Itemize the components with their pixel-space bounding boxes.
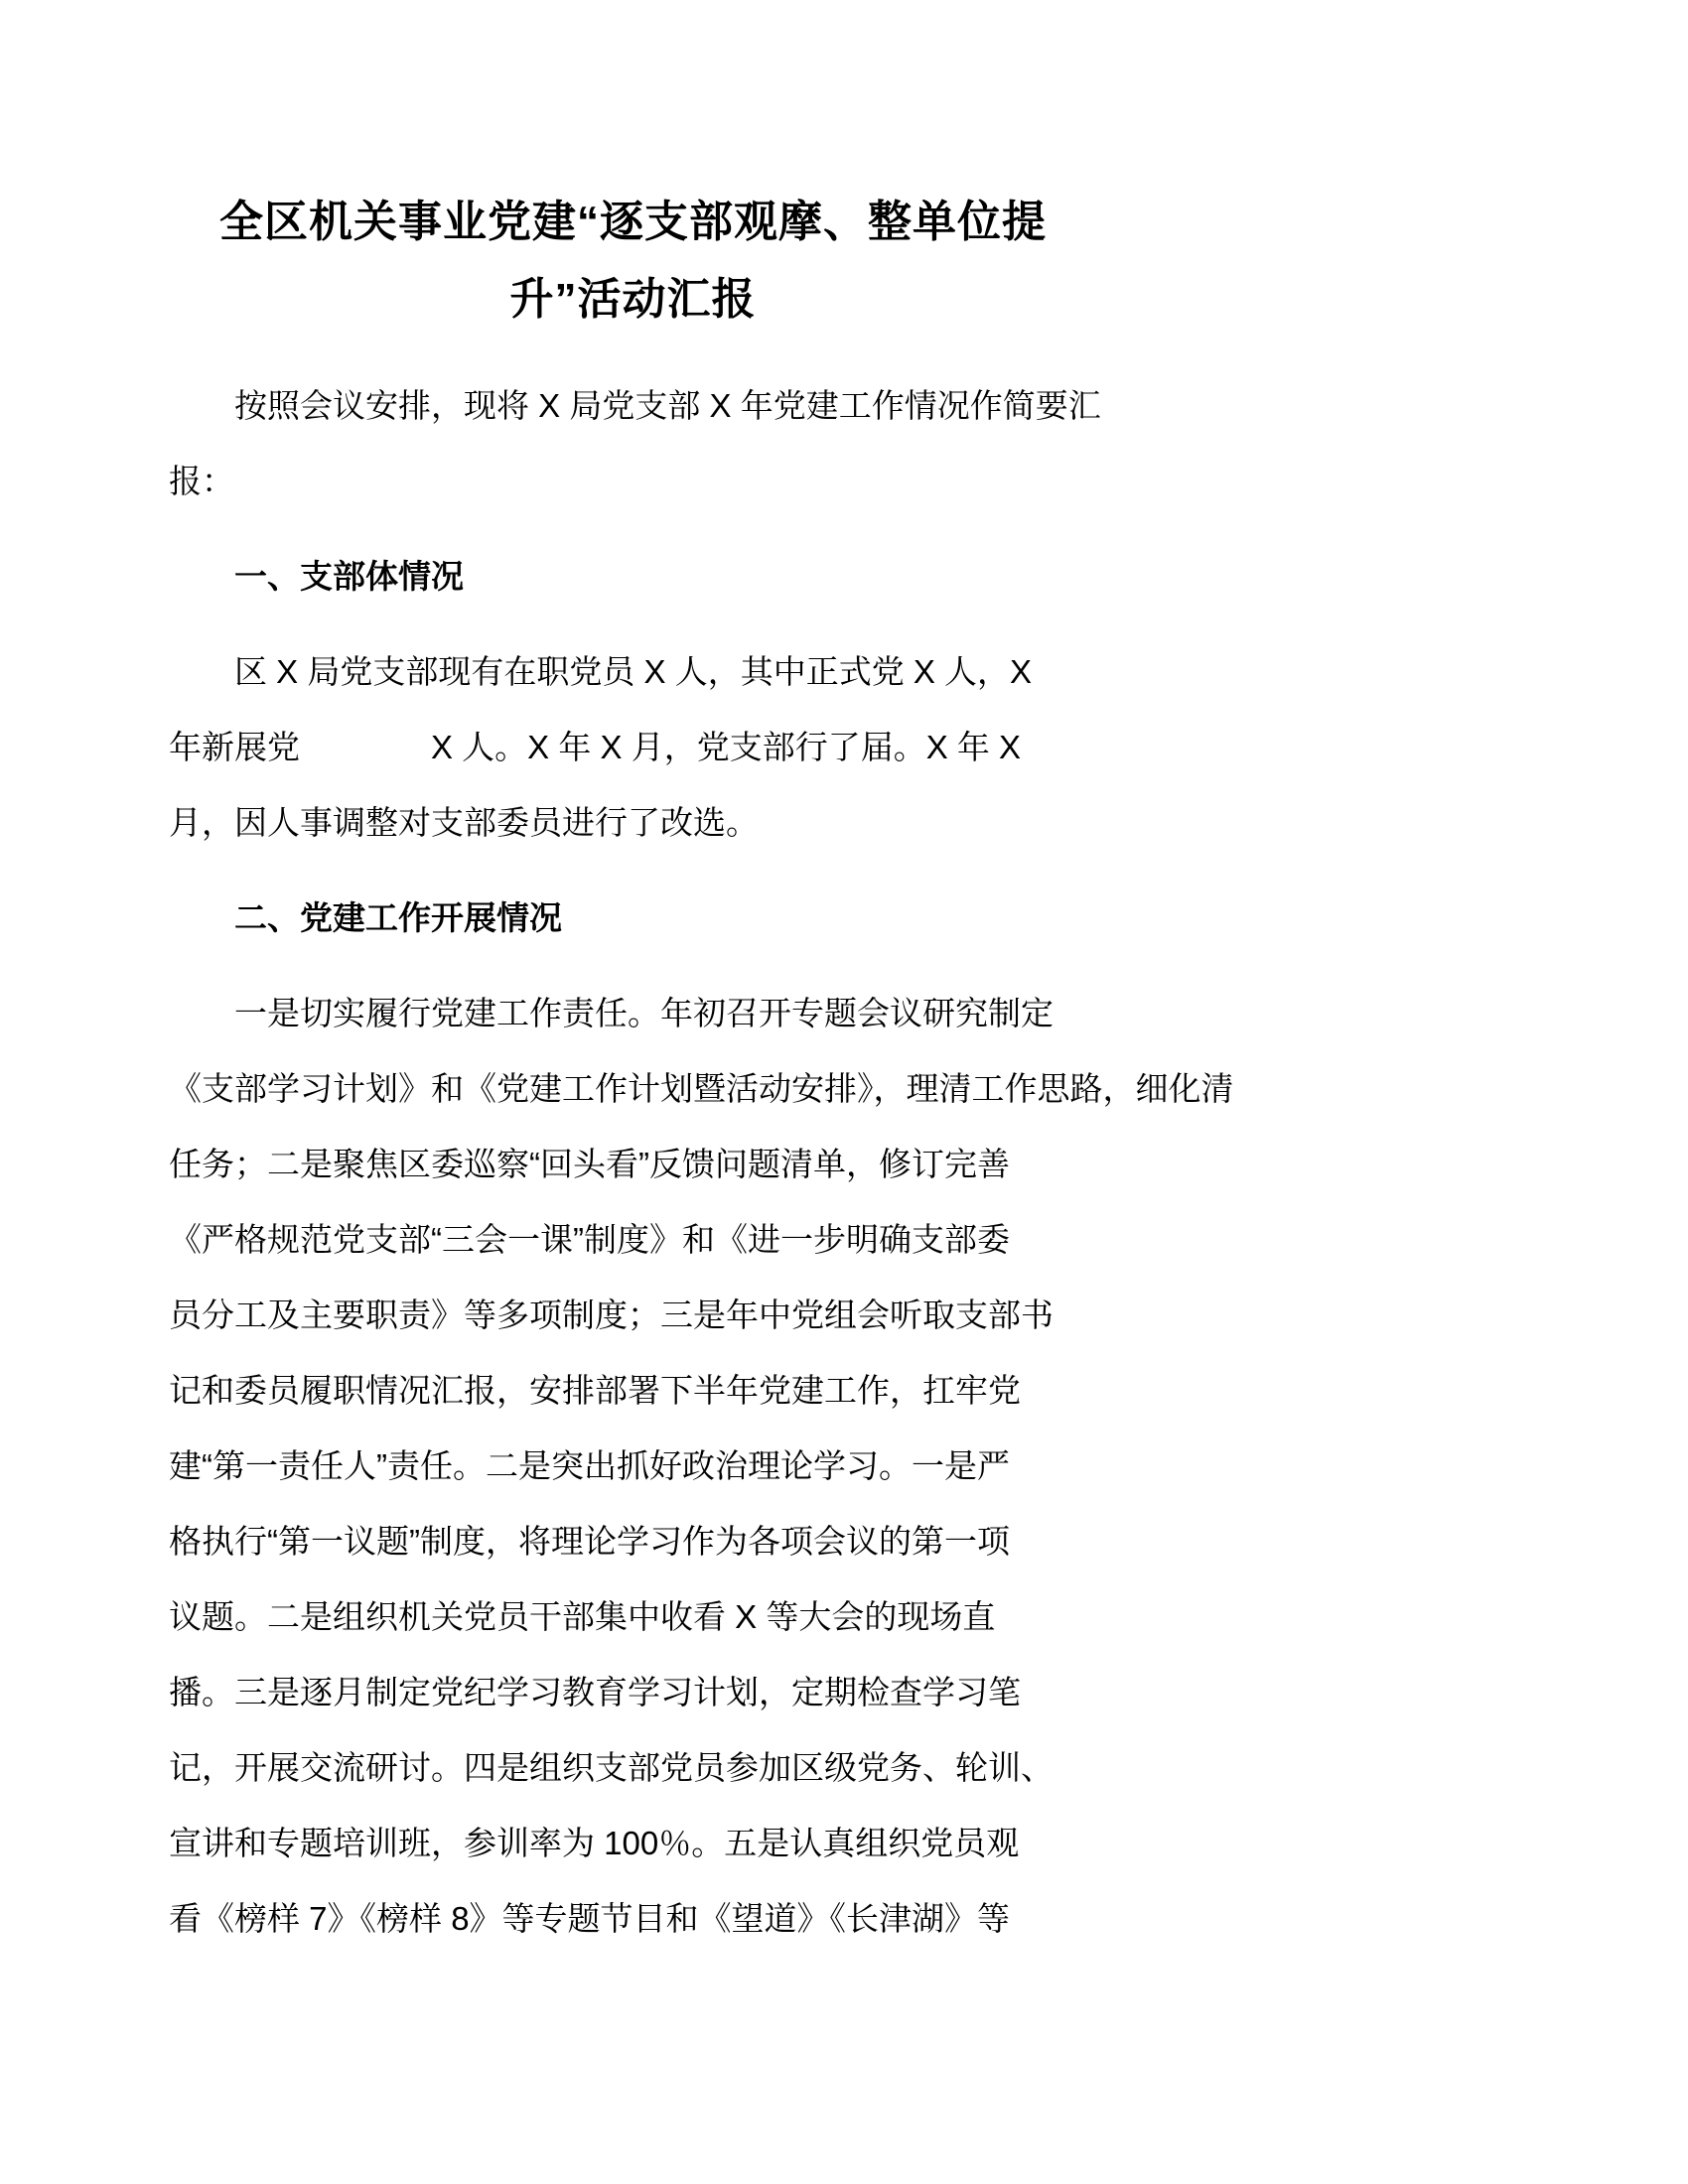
section2-line-1: 一是切实履行党建工作责任。年初召开专题会议研究制定: [234, 995, 1054, 1031]
title-line-2: 升”活动汇报: [509, 275, 757, 324]
document-title: [169, 184, 1097, 339]
section1-line-2: 年新展党 X 人。X 年 X 月，党支部行了届。X 年 X: [169, 729, 1022, 765]
section2-line-11: 记，开展交流研讨。四是组织支部党员参加区级党务、轮训、: [169, 1749, 1054, 1786]
intro-paragraph: [169, 368, 1101, 519]
section2-heading: 二、党建工作开展情况: [234, 899, 562, 936]
section2-line-12: 宣讲和专题培训班，参训率为 100％。五是认真组织党员观: [169, 1825, 1020, 1861]
section2-line-9: 议题。二是组织机关党员干部集中收看 X 等大会的现场直: [169, 1598, 996, 1635]
section2-line-8: 格执行“第一议题”制度，将理论学习作为各项会议的第一项: [169, 1523, 1010, 1560]
intro-line-2: 报：: [169, 463, 234, 499]
section2-line-7: 建“第一责任人”责任。二是突出抓好政治理论学习。一是严: [169, 1447, 1010, 1484]
section2-line-2: 《支部学习计划》和《党建工作计划暨活动安排》，理清工作思路，细化清: [169, 1070, 1234, 1107]
intro-line-1: 按照会议安排，现将 X 局党支部 X 年党建工作情况作简要汇: [234, 387, 1101, 424]
section2-paragraph: [169, 976, 1234, 1957]
section2-line-4: 《严格规范党支部“三会一课”制度》和《进一步明确支部委: [169, 1221, 1010, 1258]
section1-line-1: 区 X 局党支部现有在职党员 X 人，其中正式党 X 人，X: [234, 653, 1033, 690]
section2-line-3: 任务；二是聚焦区委巡察“回头看”反馈问题清单，修订完善: [169, 1146, 1010, 1182]
title-line-1: 全区机关事业党建“逐支部观摩、整单位提: [219, 198, 1047, 246]
document-content: [169, 184, 1234, 1977]
section1-paragraph: [169, 634, 1097, 861]
section2-line-5: 员分工及主要职责》等多项制度；三是年中党组会听取支部书: [169, 1297, 1054, 1333]
section2-line-13: 看《榜样 7》《榜样 8》等专题节目和《望道》《长津湖》等: [169, 1900, 1011, 1937]
section2-line-6: 记和委员履职情况汇报，安排部署下半年党建工作，扛牢党: [169, 1372, 1021, 1409]
section1-heading: 一、支部体情况: [234, 558, 464, 595]
section2-line-10: 播。三是逐月制定党纪学习教育学习计划，定期检查学习笔: [169, 1674, 1021, 1710]
section1-line-3: 月，因人事调整对支部委员进行了改选。: [169, 804, 759, 841]
